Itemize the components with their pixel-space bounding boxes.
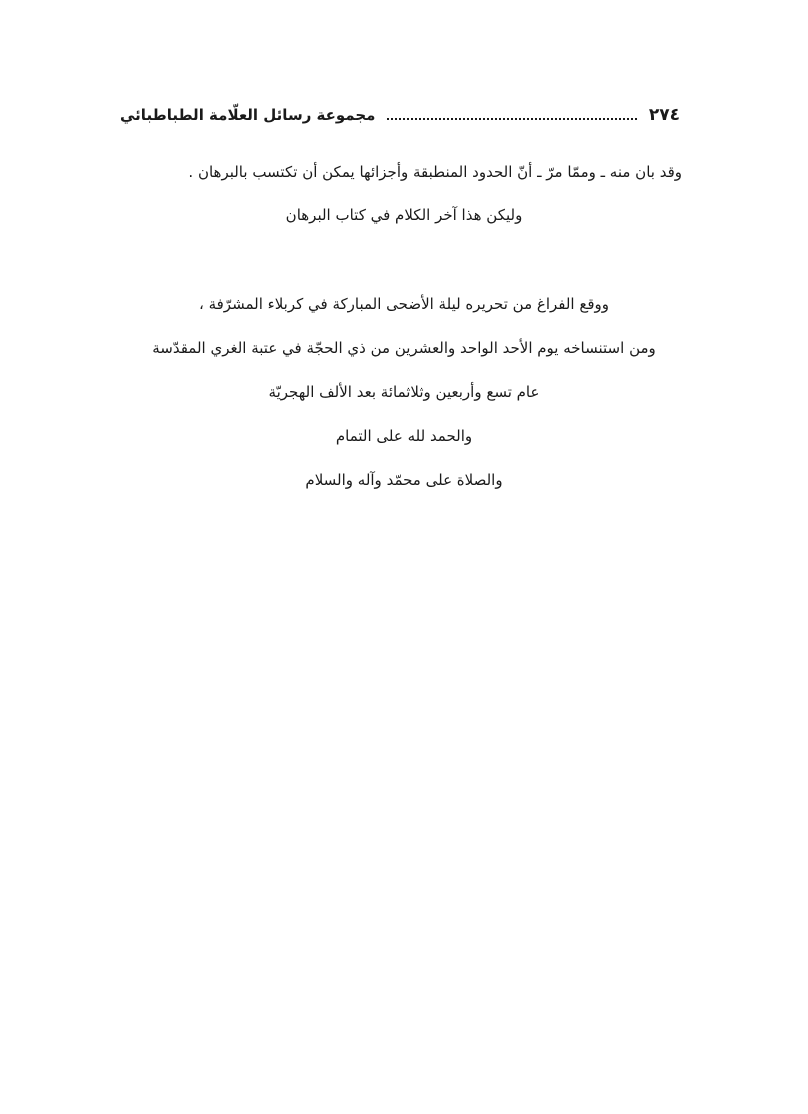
colophon-line: والحمد لله على التمام bbox=[335, 427, 473, 445]
body-line: وقد بان منه ـ وممّا مرّ ـ أنّ الحدود المنطبقة وأجزائها يمكن أن تكتسب بالبرهان . bbox=[188, 163, 682, 181]
colophon-line: عام تسع وأربعين وثلاثمائة بعد الألف الهجريّة bbox=[268, 383, 540, 401]
book-title: مجموعة رسائل العلّامة الطباطبائي bbox=[120, 106, 376, 124]
running-header bbox=[120, 100, 680, 130]
body-line: وليكن هذا آخر الكلام في كتاب البرهان bbox=[285, 206, 523, 224]
header-leader-dots bbox=[387, 118, 636, 120]
colophon-line: والصلاة على محمّد وآله والسلام bbox=[305, 471, 503, 489]
colophon-line: ومن استنساخه يوم الأحد الواحد والعشرين من ذي الحجّة في عتبة الغري المقدّسة bbox=[152, 339, 656, 357]
colophon-line: ووقع الفراغ من تحريره ليلة الأضحى المباركة في كربلاء المشرّفة ، bbox=[198, 295, 609, 313]
page-number: ٢٧٤ bbox=[648, 105, 680, 125]
